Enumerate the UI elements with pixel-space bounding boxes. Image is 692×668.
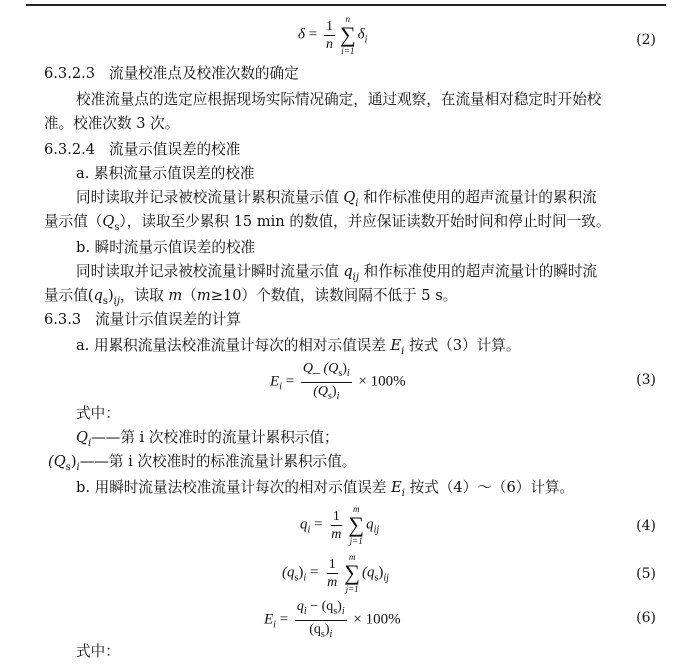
eq2-number: (2): [636, 32, 656, 48]
definition-Qs: $(Q_s)_i——$第 i 次校准时的标准流量计累积示值。: [48, 453, 357, 473]
para-1-line-2: 准。校准次数 3 次。: [44, 115, 180, 132]
definition-Qi: $Q_i——$第 i 次校准时的流量计累积示值；: [76, 429, 339, 449]
para-3-line-2: 量示值$(q_s)_{ij}$，读取 m（m≥10）个数值，读数间隔不低于 5 s。: [44, 287, 458, 307]
equation-6: $E_i$ = $\frac{q_i - (q_s)_i}{(q_s)_i}$ × 100%: [264, 599, 401, 640]
section-6-3-2-4: 6.3.2.4 流量示值误差的校准: [44, 141, 241, 158]
para-3-line-1: 同时读取并记录被校流量计瞬时流量示值 $q_{ij}$ 和作标准使用的超声流量计的瞬时流: [76, 263, 598, 283]
eq5-number: (5): [636, 566, 656, 582]
item-a-calc: a. 用累积流量法校准流量计每次的相对示值误差 $E_i$ 按式（3）计算。: [76, 337, 521, 357]
para-2-line-2: 量示值$(Q_s)$，读取至少累积 15 min 的数值，并应保证读数开始时间和停止时间一致。: [44, 213, 611, 233]
eq4-number: (4): [636, 518, 656, 534]
top-rule: [26, 4, 666, 6]
para-1-line-1: 校准流量点的选定应根据现场实际情况确定，通过观察，在流量相对稳定时开始校: [76, 91, 602, 108]
item-b-instantaneous: b. 瞬时流量示值误差的校准: [76, 239, 256, 256]
eq3-fraction: $\frac{Q\_ (Q_s)_i}{(Q_s)_i}$: [302, 361, 350, 402]
equation-5: $(q_s)_i$ = $\frac{1}{m}$ m ∑ j=1 $(q_s)_{ij}$: [282, 552, 389, 594]
item-b-calc: b. 用瞬时流量法校准流量计每次的相对示值误差 $E_i$ 按式（4）～（6）计算。: [76, 479, 575, 499]
where-label-1: 式中：: [76, 405, 120, 422]
equation-4: $q_i$ = $\frac{1}{m}$ m ∑ j=1 $q_{ij}$: [300, 504, 380, 546]
eq2-sum: n ∑ i=1: [339, 14, 356, 56]
equation-2: δ = $\frac{1}{n}$ n ∑ i=1 $\delta_i$: [298, 14, 368, 56]
eq3-number: (3): [636, 372, 656, 388]
item-a-cumulative: a. 累积流量示值误差的校准: [76, 165, 255, 182]
section-6-3-3: 6.3.3 流量计示值误差的计算: [44, 311, 242, 328]
equation-3: $E_i$ = $\frac{Q\_ (Q_s)_i}{(Q_s)_i}$ × 100%: [270, 360, 406, 405]
section-6-3-2-3: 6.3.2.3 流量校准点及校准次数的确定: [44, 65, 299, 82]
where-label-2: 式中：: [76, 643, 120, 660]
para-2-line-1: 同时读取并记录被校流量计累积流量示值 $Q_i$ 和作标准使用的超声流量计的累积流: [76, 189, 597, 209]
eq6-number: (6): [636, 610, 656, 626]
eq2-lhs: δ: [298, 26, 305, 43]
eq2-fraction: $\frac{1}{n}$: [325, 18, 333, 52]
